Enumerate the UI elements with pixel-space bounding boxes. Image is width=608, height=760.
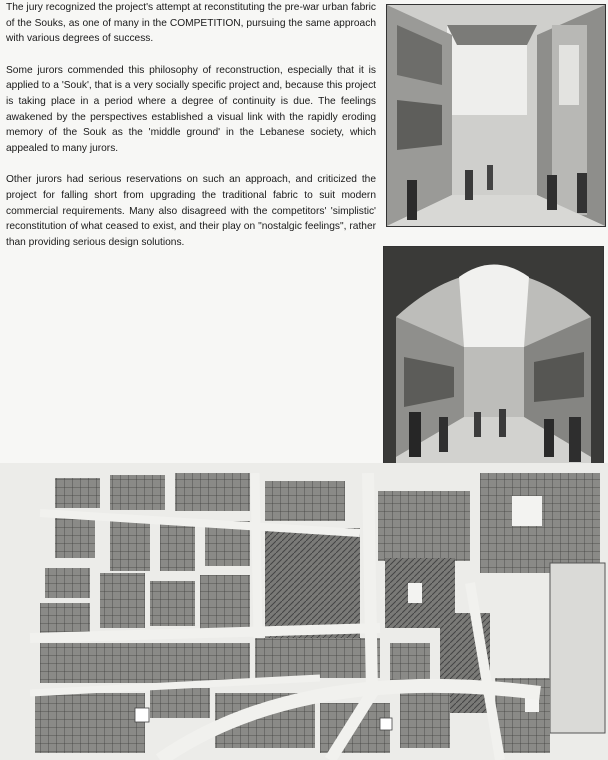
souk-site-plan xyxy=(0,463,608,760)
paragraph-3: Other jurors had serious reservations on such an approach, and criticized the project for falling short from upgrading the traditional fabric to suit modern commercial requirements. Many also disagreed with the competitors' 'simplistic' reconstitution of what ceased to exist, and their play on "nostalgic feelings", rather than providing serious design solutions. xyxy=(6,174,376,248)
jury-text-column xyxy=(6,0,376,266)
souk-perspective-photo-1 xyxy=(386,4,606,227)
paragraph-2: Some jurors commended this philosophy of reconstruction, especially that it is applied to a 'Souk', that is a very socially specific project and, because this project is taking place in a period where a degree of continuity is due. The feelings awakened by the perspectives established a visual link with the rapidly eroding memory of the Souk as the 'middle ground' in the Lebanese society, which appealed to many jurors. xyxy=(6,64,376,154)
paragraph-1: The jury recognized the project's attempt at reconstituting the pre-war urban fabric of the Souks, as one of many in the COMPETITION, pursuing the same approach with various degrees of success. xyxy=(6,2,376,45)
souk-perspective-photo-2 xyxy=(383,246,604,466)
